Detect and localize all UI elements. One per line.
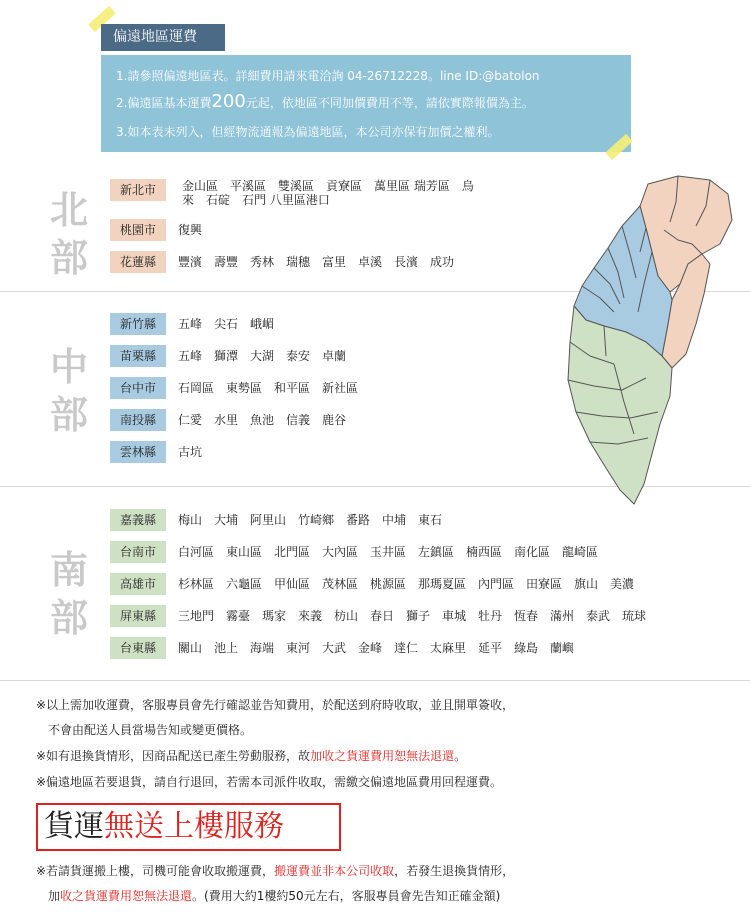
area-list: 石岡區 東勢區 和平區 新社區 bbox=[178, 381, 359, 395]
note-4-suffix: ，若發生退換貨情形， bbox=[394, 864, 515, 878]
area-list: 金山區 平溪區 雙溪區 貢寮區 萬里區 瑞芳區 烏來 石碇 石門 八里區港口 bbox=[182, 179, 474, 207]
note-3: ※偏遠地區若要退貨，請自行退回，若需本司派件收取，需繳交偏遠地區費用回程運費。 bbox=[36, 775, 503, 789]
note-4 bbox=[36, 862, 514, 879]
note-4-highlight: 搬運費並非本公司收取 bbox=[274, 864, 395, 878]
region-title-north: 北部 bbox=[49, 188, 88, 280]
area-list: 豐濱 壽豐 秀林 瑞穗 富里 卓溪 長濱 成功 bbox=[178, 255, 455, 269]
info-tab-title: 偏遠地區運費 bbox=[101, 24, 225, 51]
area-list: 復興 bbox=[178, 223, 203, 237]
note-5-suffix: 。(費用大約1樓約50元左右，客服專員會先告知正確金額) bbox=[192, 889, 501, 903]
area-list: 白河區 東山區 北門區 大內區 玉井區 左鎮區 楠西區 南化區 龍崎區 bbox=[178, 545, 599, 559]
area-list: 杉林區 六龜區 甲仙區 茂林區 桃源區 那瑪夏區 內門區 田寮區 旗山 美濃 bbox=[178, 577, 635, 591]
county-label: 桃園市 bbox=[110, 219, 166, 241]
note-4-prefix: ※若請貨運搬上樓，司機可能會收取搬運費， bbox=[36, 864, 275, 878]
area-row bbox=[110, 441, 202, 463]
note-1b: 不會由配送人員當場告知或變更價格。 bbox=[48, 723, 253, 737]
area-row bbox=[110, 409, 346, 431]
area-list: 五峰 尖石 峨嵋 bbox=[178, 317, 275, 331]
area-row bbox=[110, 313, 274, 335]
area-list: 三地門 霧臺 瑪家 來義 枋山 春日 獅子 車城 牡丹 恆春 滿州 泰武 琉球 bbox=[178, 609, 647, 623]
note-2-highlight: 加收之貨運費用恕無法退還 bbox=[310, 749, 455, 763]
area-row bbox=[110, 541, 598, 563]
area-row bbox=[110, 179, 178, 201]
area-row bbox=[110, 345, 346, 367]
note-2-prefix: ※如有退換貨情形，因商品配送已產生勞動服務，故 bbox=[36, 749, 311, 763]
area-row bbox=[110, 219, 202, 241]
area-list: 關山 池上 海端 東河 大武 金峰 達仁 太麻里 延平 綠島 蘭嶼 bbox=[178, 641, 575, 655]
no-upstairs-banner bbox=[36, 803, 341, 851]
note-1a: ※以上需加收運費，客服專員會先行確認並告知費用，於配送到府時收取，並且開單簽收， bbox=[36, 698, 515, 712]
note-5-prefix: 加 bbox=[48, 889, 61, 903]
county-label: 嘉義縣 bbox=[110, 509, 166, 531]
county-label: 台中市 bbox=[110, 377, 166, 399]
info-line-2-suffix: 元起，依地區不同加價費用不等，請依實際報價為主。 bbox=[245, 96, 534, 110]
area-list: 古坑 bbox=[178, 445, 203, 459]
county-label: 高雄市 bbox=[110, 573, 166, 595]
area-list: 五峰 獅潭 大湖 泰安 卓蘭 bbox=[178, 349, 347, 363]
area-list: 仁愛 水里 魚池 信義 鹿谷 bbox=[178, 413, 347, 427]
area-row bbox=[110, 251, 454, 273]
note-5 bbox=[48, 887, 500, 904]
county-label: 新北市 bbox=[110, 179, 166, 201]
note-2-suffix: 。 bbox=[454, 749, 467, 763]
taiwan-map bbox=[560, 172, 735, 672]
area-row bbox=[110, 637, 574, 659]
banner-text-red: 無送上樓服務 bbox=[104, 809, 284, 844]
info-line-1: 1.請參照偏遠地區表。詳細費用請來電洽詢 04-26712228。line ID:@batolon bbox=[116, 69, 540, 83]
section-divider bbox=[0, 680, 750, 681]
county-label: 苗栗縣 bbox=[110, 345, 166, 367]
county-label: 南投縣 bbox=[110, 409, 166, 431]
banner-text-dark: 貨運 bbox=[44, 809, 104, 844]
info-line-2 bbox=[116, 91, 534, 112]
county-label: 台南市 bbox=[110, 541, 166, 563]
info-line-2-prefix: 2.偏遠區基本運費 bbox=[116, 96, 212, 110]
area-row bbox=[110, 573, 634, 595]
area-row bbox=[110, 377, 358, 399]
region-title-south: 南部 bbox=[49, 548, 88, 640]
info-line-3: 3.如本表未列入，但經物流通報為偏遠地區，本公司亦保有加價之權利。 bbox=[116, 125, 500, 139]
info-line-2-amount: 200 bbox=[211, 91, 246, 112]
area-row bbox=[110, 509, 442, 531]
region-title-central: 中部 bbox=[49, 345, 88, 437]
county-label: 屏東縣 bbox=[110, 605, 166, 627]
county-label: 新竹縣 bbox=[110, 313, 166, 335]
county-label: 台東縣 bbox=[110, 637, 166, 659]
county-label: 雲林縣 bbox=[110, 441, 166, 463]
area-list: 梅山 大埔 阿里山 竹崎鄉 番路 中埔 東石 bbox=[178, 513, 443, 527]
county-label: 花蓮縣 bbox=[110, 251, 166, 273]
note-5-highlight: 收之貨運費用恕無法退還 bbox=[60, 889, 193, 903]
note-2 bbox=[36, 747, 466, 764]
